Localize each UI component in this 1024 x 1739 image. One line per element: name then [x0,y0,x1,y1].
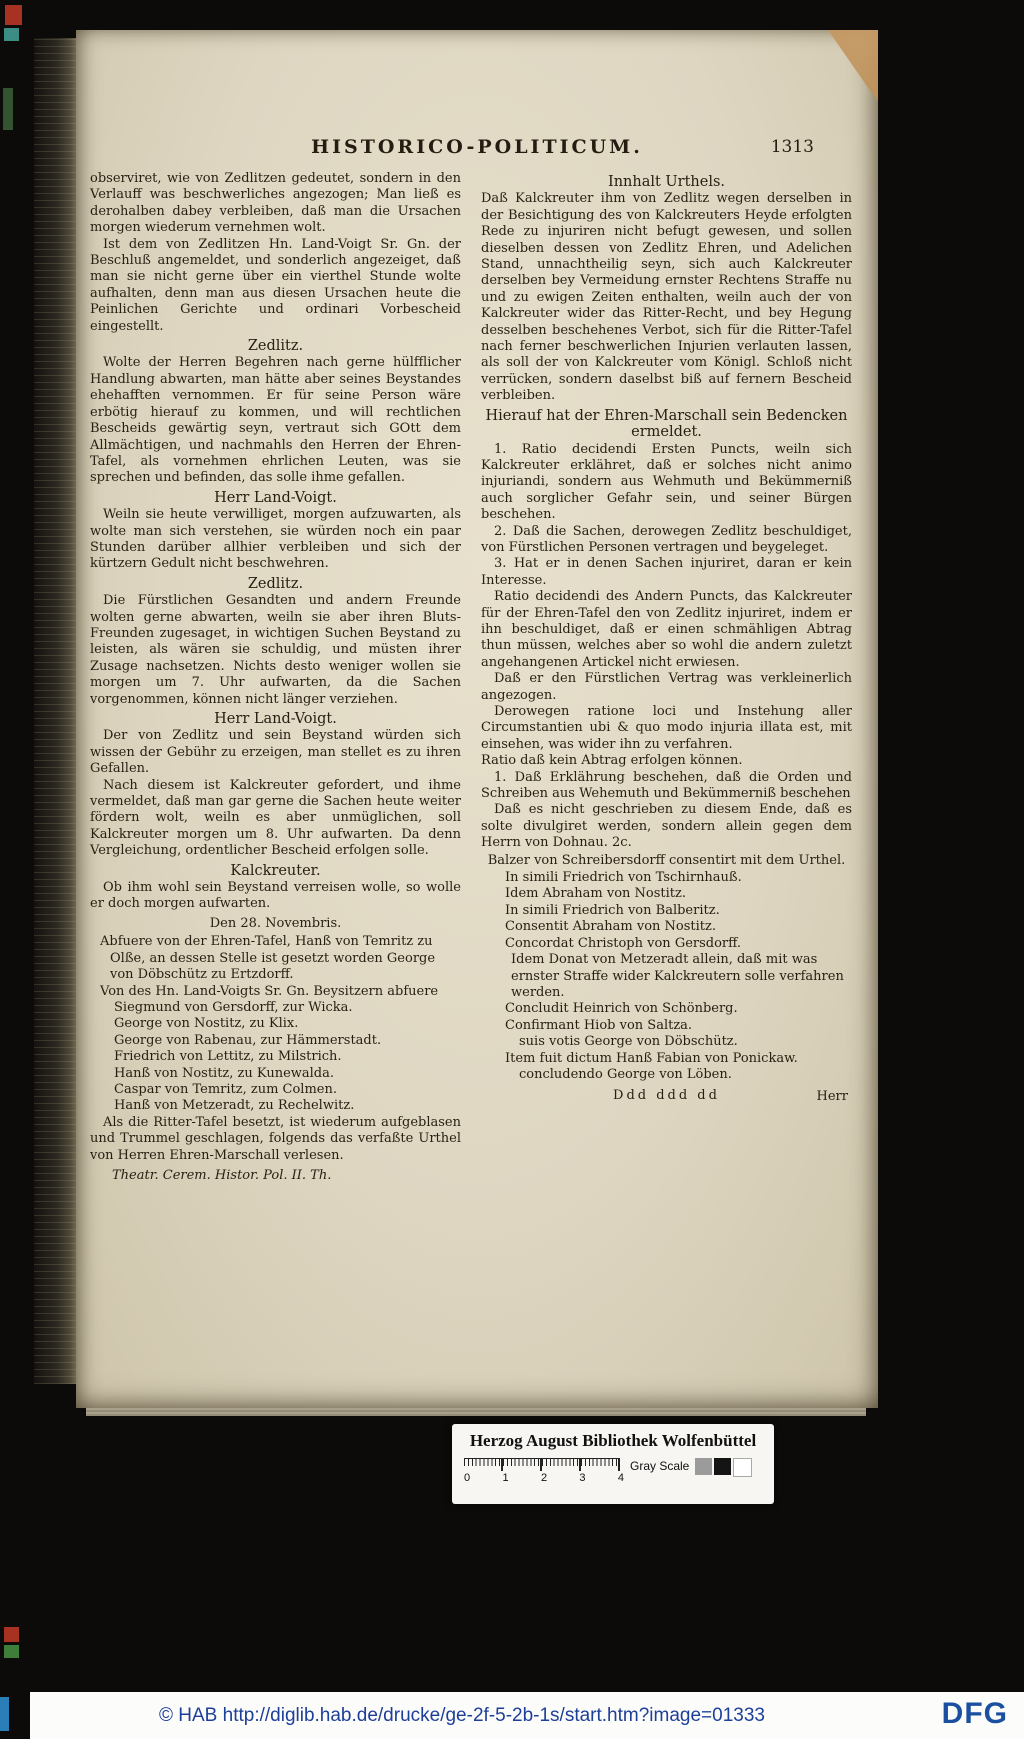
text-block: 2. Daß die Sachen, derowegen Zedlitz beschuldiget, von Fürstlichen Personen vertragen und beygeleget. [481,523,852,555]
page-title: HISTORICO-POLITICUM. [311,136,643,158]
ruler-ticks [464,1458,620,1471]
text-block: Von des Hn. Land-Voigts Sr. Gn. Beysitzern abfuere [100,983,439,999]
page-corner-underlay [828,30,878,102]
section-heading: Zedlitz. [247,338,304,355]
left-column [90,171,461,1184]
text-block: 3. Hat er in denen Sachen injuriret, daran er kein Interesse. [481,556,852,588]
text-block: Theatr. Cerem. Histor. Pol. II. Th. [112,1167,332,1183]
text-block: Daß Kalckreuter ihm von Zedlitz wegen derselben in der Besichtigung des von Kalckreuters Heyde erfolgten Rede zu injuriren nicht befugt gewesen, und sollen dieselben dessen von Zedlitz Ehren, und Adelichen Stand, unnachtheilig seyn, sich auch Kalckreuter derselben bey Vermeidung ernster Rechtens Straffe nu und zu ewigen Zeiten enthalten, weiln auch der von Kalckreuter wider das Ritter-Recht, und bey Hegung desselben beschehenes Verbot, sich für die Ritter-Tafel nach ferner beschwerlichen Injurien verlauten lassen, als soll der von Kalckreuter vom Königl. Schloß nicht verrücken, sondern daselbst biß auf fernern Bescheid verbleiben. [481,191,852,404]
swatch-gray [695,1458,712,1475]
footer-bar [30,1692,1024,1739]
ruler-number: 1 [502,1472,509,1484]
text-block: Hanß von Nostitz, zu Kunewalda. [114,1065,335,1081]
text-block: Ist dem von Zedlitzen Hn. Land-Voigt Sr. Gn. der Beschluß angemeldet, und sonderlich angezeiget, daß man sie nicht gerne über ein vierthel Stunde wolte aufhalten, denn man aus diesen Ursachen heute die Peinlichen Gerichte und ordinari Vorbescheid eingestellt. [90,236,461,334]
dfg-logo: DFG [941,1697,1008,1730]
text-block: Ratio daß kein Abtrag erfolgen können. [481,753,743,769]
text-block: Der von Zedlitz und sein Beystand würden sich wissen der Gebühr zu erzeigen, man stellet es zu ihren Gefallen. [90,728,461,777]
text-block: Idem Abraham von Nostitz. [505,886,687,902]
section-heading: Zedlitz. [247,575,304,592]
text-block: concludendo George von Löben. [519,1066,732,1082]
gray-scale-label: Gray Scale [630,1459,690,1473]
ruler-number: 4 [617,1472,624,1484]
section-heading: Herr Land-Voigt. [214,711,337,727]
swatch-white [733,1458,752,1477]
text-block: Consentit Abraham von Nostitz. [505,919,717,935]
text-block: Siegmund von Gersdorff, zur Wicka. [114,999,353,1015]
text-block: suis votis George von Döbschütz. [519,1034,738,1050]
book-page [76,30,878,1408]
film-marker-cyan-top [4,28,19,41]
gray-scale-swatches [695,1458,752,1477]
text-block: In simili Friedrich von Balberitz. [505,902,720,918]
text-block: Hanß von Metzeradt, zu Rechelwitz. [114,1098,355,1114]
text-block: Nach diesem ist Kalckreuter gefordert, und ihme vermeldet, daß man gar gerne die Sachen heute weiter fördern wolt, weiln es aber unmüglichen, soll Kalckreuter morgen um 8. Uhr aufwarten. Da denn Vergleichung, ordentlicher Bescheid erfolgen solle. [90,777,461,859]
text-block: Daß es nicht geschrieben zu diesem Ende, daß es solte divulgiret werden, sondern allein gegen dem Herrn von Dohnau. 2c. [481,802,852,851]
text-block: Die Fürstlichen Gesandten und andern Freunde wolten gerne abwarten, weiln sie aber ihren Bluts-Freunden zugesaget, in wichtigen Suchen Beystand zu leisten, als wären sie schuldig, und müsten ihrer Zusage nachsetzen. Nichts desto weniger wollen sie morgen um 7. Uhr aufwarten, da die Sachen vorgenommen, können nicht länger verziehen. [90,593,461,707]
library-name: Herzog August Bibliothek Wolfenbüttel [469,1431,757,1450]
calibration-ruler [464,1458,624,1484]
section-heading: Herr Land-Voigt. [214,489,337,506]
text-block: Concludit Heinrich von Schönberg. [505,1001,738,1017]
calibration-card [452,1424,774,1504]
page-number: 1313 [770,137,814,157]
text-block: Ratio decidendi des Andern Puncts, das Kalckreuter für der Ehren-Tafel den von Zedlitz injuriret, indem er ihn beschuldiget, daß er einen schmähligen Abtrag thun müssen, welches aber so wohl die andern zuletzt angehangenen Artickel nicht erwiesen. [481,589,852,670]
ruler-number: 3 [579,1472,586,1484]
section-heading: Innhalt Urthels. [607,174,726,190]
film-marker-red-bottom [4,1627,19,1642]
text-block: Idem Donat von Metzeradt allein, daß mit was ernster Straffe wider Kalckreutern solle verfahren werden. [511,952,844,1000]
text-block: Friedrich von Lettitz, zu Milstrich. [114,1049,342,1065]
film-marker-blue-bottom [0,1697,9,1731]
section-heading: Hierauf hat der Ehren-Marschall sein Bedencken ermeldet. [485,407,848,441]
adjacent-page-edge [34,38,76,1384]
text-block: observiret, wie von Zedlitzen gedeutet, sondern in den Verlauff was beschwerliches angezogen; Man ließ es derohalben dabey verbleiben, daß man die Ursachen morgen wiederum vernehmen wolt. [90,171,461,236]
text-block: In simili Friedrich von Tschirnhauß. [505,870,742,886]
text-block: Balzer von Schreibersdorff consentirt mit dem Urthel. [487,852,846,868]
text-block: Ddd ddd dd [613,1088,720,1104]
text-block: Weiln sie heute verwilliget, morgen aufzuwarten, als wolte man sich verstehen, sie würden noch ein paar Stunden darüber allhier verbleiben und sich der kürtzern Gedult nicht beschwehren. [90,507,461,572]
film-marker-green-bottom [4,1645,19,1658]
text-block: 1. Ratio decidendi Ersten Puncts, weiln sich Kalckreuter erklähret, daß er solches nicht animo injuriandi, sondern aus Wehmuth und Bekümmerniß auch sorglicher Gefahr sein, und seiner Bürgen beschehen. [481,441,852,523]
text-block: Derowegen ratione loci und Instehung aller Circumstantien ubi & quo modo injuria illata est, mit einsehen, was wider ihn zu verfahren. [481,704,852,752]
text-block: Concordat Christoph von Gersdorff. [505,935,742,951]
text-block: Confirmant Hiob von Saltza. [505,1017,693,1033]
ruler-number: 0 [464,1472,471,1484]
ruler-number: 2 [540,1472,548,1484]
running-header [76,136,878,158]
text-block: Abfuere von der Ehren-Tafel, Hanß von Temritz zu Olße, an dessen Stelle ist gesetzt worden George von Döbschütz zu Ertzdorff. [100,934,436,983]
text-columns [76,171,878,1184]
text-block: Caspar von Temritz, zum Colmen. [114,1081,337,1097]
text-block: George von Rabenau, zur Hämmerstadt. [114,1032,382,1048]
text-block: Item fuit dictum Hanß Fabian von Ponickaw. [505,1050,798,1066]
text-block: George von Nostitz, zu Klix. [114,1016,299,1032]
text-block: Den 28. Novembris. [209,915,342,931]
film-marker-red-top [5,5,22,25]
ruler-numbers [464,1472,624,1484]
swatch-black [714,1458,731,1475]
text-block: Ob ihm wohl sein Beystand verreisen wolle, so wolle er doch morgen aufwarten. [90,880,461,912]
text-block: Daß er den Fürstlichen Vertrag was verkleinerlich angezogen. [481,671,852,703]
section-heading: Kalckreuter. [230,862,321,879]
copyright-url: © HAB http://diglib.hab.de/drucke/ge-2f-5-2b-1s/start.htm?image=01333 [159,1704,765,1726]
text-block: 1. Daß Erklährung beschehen, daß die Orden und Schreiben aus Wehemuth und Bekümmerniß beschehen [481,769,852,802]
film-marker-green-top [3,88,13,130]
text-block: Wolte der Herren Begehren nach gerne hülfflicher Handlung abwarten, man hätte aber seines Beystandes ehehafften vernommen. Er für seine Person wäre erbötig hierauf zu kommen, und will rechtlichen Bescheids gewärtig seyn, vertraut sich GOtt dem Allmächtigen, und nachmahls den Herren der Ehren-Tafel, als vornehmen ehrlichen Leuten, was sie sprechen und befinden, das solle ihme gefallen. [90,355,461,486]
text-block: Als die Ritter-Tafel besetzt, ist wiederum aufgeblasen und Trummel geschlagen, folgends das verfaßte Urthel von Herren Ehren-Marschall verlesen. [90,1114,461,1163]
text-block: Herr [816,1088,848,1104]
right-column [481,171,852,1184]
